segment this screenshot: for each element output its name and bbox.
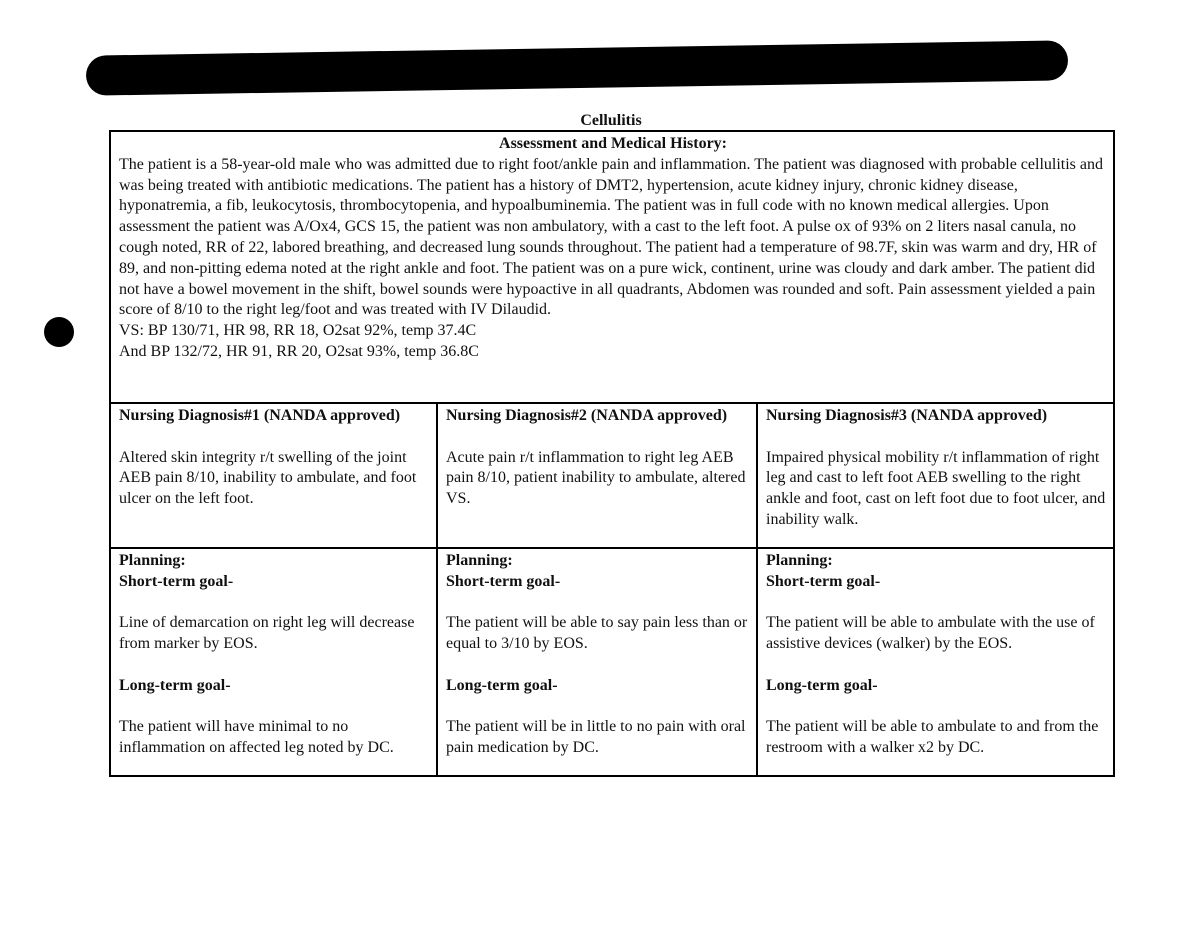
planning-heading-1: Planning: <box>119 552 186 569</box>
diagnosis-text-3: Impaired physical mobility r/t inflammation of right leg and cast to left foot AEB swelling to the right ankle and foot, cast on left foot due to foot ulcer, and inability walk. <box>766 448 1106 528</box>
short-term-goal-2: The patient will be able to say pain less than or equal to 3/10 by EOS. <box>446 614 748 653</box>
short-term-goal-1: Line of demarcation on right leg will decrease from marker by EOS. <box>119 614 415 653</box>
long-term-label-2: Long-term goal- <box>446 676 558 694</box>
diagnosis-cell-1 <box>110 403 437 548</box>
diagnosis-text-2: Acute pain r/t inflammation to right leg AEB pain 8/10, patient inability to ambulate, altered VS. <box>446 448 746 508</box>
diagnosis-heading-1: Nursing Diagnosis#1 (NANDA approved) <box>119 407 401 424</box>
redaction-mark-end <box>1000 44 1066 74</box>
short-term-goal-3: The patient will be able to ambulate with the use of assistive devices (walker) by the EOS. <box>766 614 1095 653</box>
long-term-goal-3: The patient will be able to ambulate to and from the restroom with a walker x2 by DC. <box>766 718 1099 757</box>
long-term-label-1: Long-term goal- <box>119 676 231 694</box>
assessment-cell <box>110 131 1114 403</box>
planning-heading-3: Planning: <box>766 552 833 569</box>
long-term-label-3: Long-term goal- <box>766 676 878 694</box>
short-term-label-3: Short-term goal- <box>766 572 881 590</box>
diagnosis-heading-2: Nursing Diagnosis#2 (NANDA approved) <box>446 407 728 424</box>
short-term-label-1: Short-term goal- <box>119 572 234 590</box>
care-plan-table <box>109 130 1115 777</box>
planning-cell-1 <box>110 548 437 776</box>
planning-cell-3 <box>757 548 1114 776</box>
long-term-goal-1: The patient will have minimal to no inflammation on affected leg noted by DC. <box>119 718 394 757</box>
assessment-heading: Assessment and Medical History: <box>499 135 727 152</box>
diagnosis-heading-3: Nursing Diagnosis#3 (NANDA approved) <box>766 407 1048 424</box>
document-title: Cellulitis <box>580 112 642 129</box>
redaction-mark <box>86 40 1069 95</box>
diagnosis-text-1: Altered skin integrity r/t swelling of the joint AEB pain 8/10, inability to ambulate, and foot ulcer on the left foot. <box>119 448 417 508</box>
long-term-goal-2: The patient will be in little to no pain with oral pain medication by DC. <box>446 718 746 757</box>
planning-heading-2: Planning: <box>446 552 513 569</box>
short-term-label-2: Short-term goal- <box>446 572 561 590</box>
diagnosis-cell-3 <box>757 403 1114 548</box>
margin-dot <box>44 317 74 347</box>
assessment-narrative: The patient is a 58-year-old male who was admitted due to right foot/ankle pain and inflammation. The patient was diagnosed with probable cellulitis and was being treated with antibiotic medications. The patient has a history of DMT2, hypertension, acute kidney injury, chronic kidney disease, hyponatremia, a fib, leukocytosis, thrombocytopenia, and hypoalbuminemia. The patient was in full code with no known medical allergies. Upon assessment the patient was A/Ox4, GCS 15, the patient was non ambulatory, with a cast to the left foot. A pulse ox of 93% on 2 liters nasal canula, no cough noted, RR of 22, labored breathing, and decreased lung sounds throughout. The patient had a temperature of 98.7F, skin was warm and dry, HR of 89, and non-pitting edema noted at the right ankle and foot. The patient was on a pure wick, continent, urine was cloudy and dark amber. The patient did not have a bowel movement in the shift, bowel sounds were hypoactive in all quadrants, Abdomen was rounded and soft. Pain assessment yielded a pain score of 8/10 to the right leg/foot and was treated with IV Dilaudid. <box>119 155 1104 319</box>
assessment-row <box>110 131 1114 403</box>
vitals-line-1: VS: BP 130/71, HR 98, RR 18, O2sat 92%, temp 37.4C <box>119 322 477 340</box>
diagnosis-row <box>110 403 1114 548</box>
planning-row <box>110 548 1114 776</box>
planning-cell-2 <box>437 548 757 776</box>
vitals-line-2: And BP 132/72, HR 91, RR 20, O2sat 93%, temp 36.8C <box>119 342 479 360</box>
diagnosis-cell-2 <box>437 403 757 548</box>
